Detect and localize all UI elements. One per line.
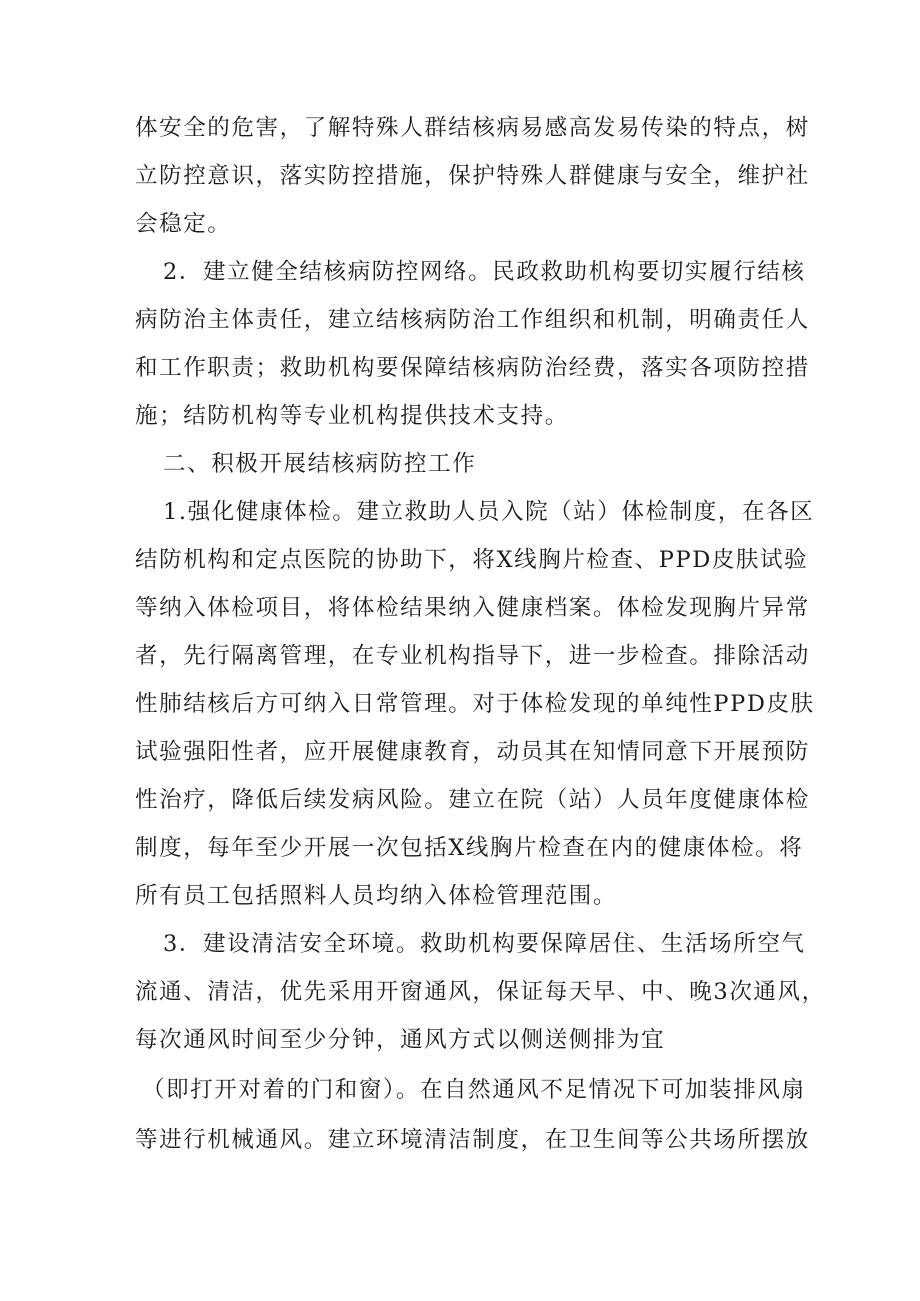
paragraph-line: 制度，每年至少开展一次包括X线胸片检查在内的健康体检。将 — [135, 835, 804, 861]
paragraph-line: 1.强化健康体检。建立救助人员入院（站）体检制度，在各区 — [163, 499, 815, 525]
paragraph-line: 试验强阳性者，应开展健康教育，动员其在知情同意下开展预防 — [135, 739, 810, 765]
paragraph-line: 等纳入体检项目，将体检结果纳入健康档案。体检发现胸片异常 — [135, 595, 810, 621]
paragraph-line: 体安全的危害，了解特殊人群结核病易感高发易传染的特点，树 — [135, 115, 810, 141]
paragraph-line: 会稳定。 — [135, 211, 232, 237]
paragraph-line: 病防治主体责任，建立结核病防治工作组织和机制，明确责任人 — [135, 307, 810, 333]
section-3-heading-line: 3．建设清洁安全环境。救助机构要保障居住、生活场所空气 — [163, 931, 806, 957]
paragraph-line: 施；结防机构等专业机构提供技术支持。 — [135, 403, 569, 429]
paragraph-line: 所有员工包括照料人员均纳入体检管理范围。 — [135, 883, 618, 909]
section-heading: 二、积极开展结核病防控工作 — [163, 451, 477, 477]
paragraph-line: 结防机构和定点医院的协助下，将X线胸片检查、PPD皮肤试验 — [135, 547, 809, 573]
paragraph-line: 性肺结核后方可纳入日常管理。对于体检发现的单纯性PPD皮肤 — [135, 691, 815, 717]
paragraph-line: 每次通风时间至少分钟，通风方式以侧送侧排为宜 — [135, 1027, 666, 1053]
paragraph-line: 等进行机械通风。建立环境清洁制度，在卫生间等公共场所摆放 — [135, 1127, 810, 1153]
paragraph-line: 者，先行隔离管理，在专业机构指导下，进一步检查。排除活动 — [135, 643, 810, 669]
paragraph-line: 立防控意识，落实防控措施，保护特殊人群健康与安全，维护社 — [135, 163, 810, 189]
paragraph-line: 性治疗，降低后续发病风险。建立在院（站）人员年度健康体检 — [135, 787, 810, 813]
paragraph-line: （即打开对着的门和窗）。在自然通风不足情况下可加装排风扇 — [142, 1077, 806, 1103]
paragraph-line: 流通、清洁，优先采用开窗通风，保证每天早、中、晚3次通风， — [135, 979, 826, 1005]
section-2-heading-line: 2．建立健全结核病防控网络。民政救助机构要切实履行结核 — [163, 259, 806, 285]
paragraph-line: 和工作职责；救助机构要保障结核病防治经费，落实各项防控措 — [135, 355, 810, 381]
